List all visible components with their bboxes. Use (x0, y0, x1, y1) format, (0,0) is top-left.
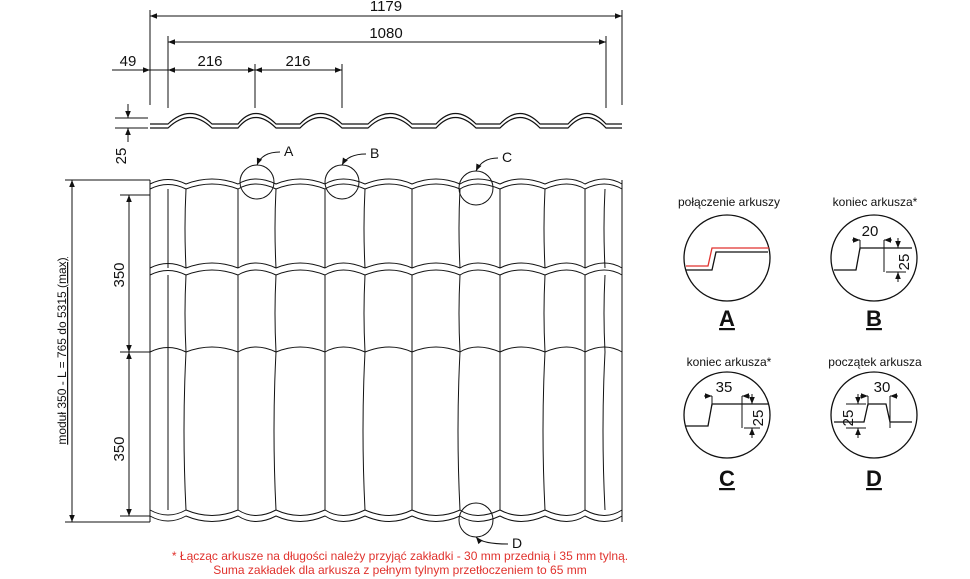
edge-offset-label: 49 (119, 53, 137, 70)
module-2-label: 216 (285, 53, 311, 70)
detail-b-dim-v: 25 (896, 253, 913, 271)
detail-b-letter: B (866, 306, 882, 331)
detail-c-dim-v: 25 (750, 409, 767, 427)
profile-height-dimension (115, 104, 148, 142)
detail-b-dim-h: 20 (861, 223, 879, 240)
effective-width-label: 1080 (369, 25, 403, 42)
overlap-note-line-2: Suma zakładek dla arkusza z pełnym tylnym przetłoczeniem to 65 mm (213, 563, 587, 577)
detail-c-caption: koniec arkusza* (686, 355, 772, 369)
callout-circle-a (240, 165, 274, 199)
detail-c-letter: C (719, 466, 735, 491)
sheet-length-label: moduł 350 - L = 765 do 5315 (max) (55, 257, 69, 445)
detail-d-dim-h: 30 (873, 379, 891, 396)
detail-b-caption: koniec arkusza* (832, 195, 918, 209)
detail-b (831, 195, 918, 331)
detail-c (684, 355, 772, 491)
detail-d (828, 355, 922, 491)
detail-a-letter: A (719, 306, 735, 331)
overlap-note-line-1: * Łącząc arkusze na długości należy przyjąć zakładki - 30 mm przednią i 35 mm tylną. (171, 549, 629, 563)
left-dimensions (65, 180, 150, 522)
callout-label-a: A (284, 143, 294, 159)
callout-label-c: C (502, 149, 513, 165)
detail-a-caption: połączenie arkuszy (677, 195, 781, 209)
detail-c-dim-h: 35 (715, 379, 733, 396)
callout-label-d: D (512, 535, 523, 551)
detail-d-letter: D (866, 466, 882, 491)
detail-d-caption: początek arkusza (828, 355, 922, 369)
total-width-label: 1179 (369, 0, 403, 15)
detail-a (678, 195, 780, 331)
detail-d-dim-v: 25 (840, 409, 857, 427)
sheet-cross-section (150, 114, 622, 129)
profile-height-label: 25 (113, 147, 130, 165)
sheet-front-view (150, 179, 622, 522)
callout-circle-c (459, 171, 493, 205)
callout-label-b: B (370, 145, 380, 161)
module-length-1-label: 350 (111, 262, 128, 288)
module-1-label: 216 (197, 53, 223, 70)
module-length-2-label: 350 (111, 436, 128, 462)
top-dimensions (112, 10, 622, 108)
